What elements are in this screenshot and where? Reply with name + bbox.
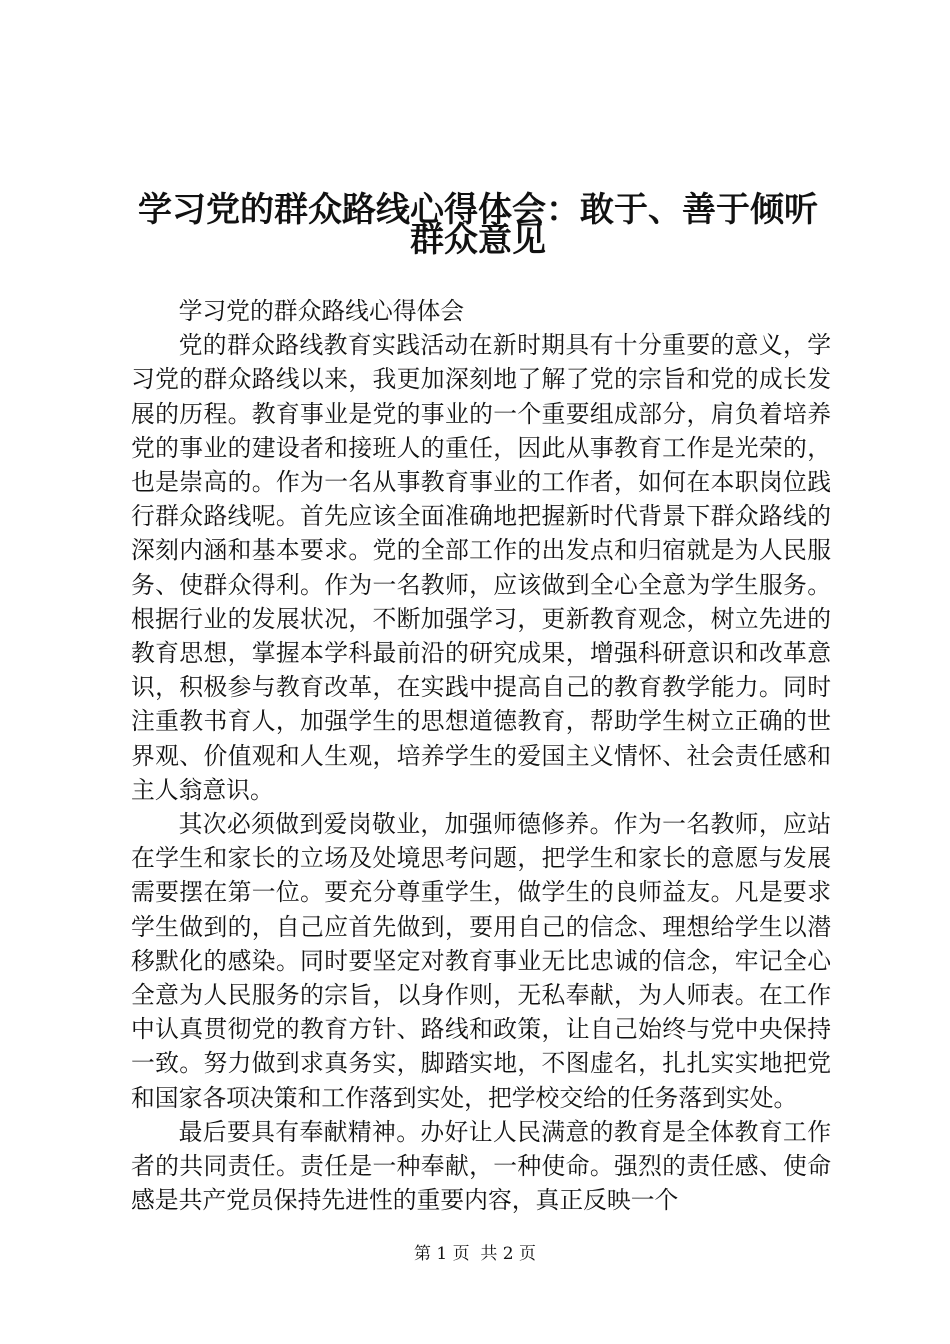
document-title-line-1: 学习党的群众路线心得体会：敢于、善于倾听 (138, 190, 818, 230)
document-title-line-2: 群众意见 (410, 220, 546, 260)
document-subtitle: 学习党的群众路线心得体会 (178, 297, 465, 325)
paragraph-1: 党的群众路线教育实践活动在新时期具有十分重要的意义，学习党的群众路线以来，我更加深刻地了解了党的宗旨和党的成长发展的历程。教育事业是党的事业的一个重要组成部分，肩负着培养党的事业的建设者和接班人的重任，因此从事教育工作是光荣的，也是崇高的。作为一名从事教育事业的工作者，如何在本职岗位践行群众路线呢。首先应该全面准确地把握新时代背景下群众路线的深刻内涵和基本要求。党的全部工作的出发点和归宿就是为人民服务、使群众得利。作为一名教师，应该做到全心全意为学生服务。根据行业的发展状况，不断加强学习，更新教育观念，树立先进的教育思想，掌握本学科最前沿的研究成果，增强科研意识和改革意识，积极参与教育改革，在实践中提高自己的教育教学能力。同时注重教书育人，加强学生的思想道德教育，帮助学生树立正确的世界观、价值观和人生观，培养学生的爱国主义情怀、社会责任感和主人翁意识。 (131, 331, 831, 804)
document-body (131, 294, 831, 1217)
page-number-label: 第 1 页 共 2 页 (413, 1244, 537, 1264)
page-footer (0, 1242, 950, 1266)
paragraph-2: 其次必须做到爱岗敬业，加强师德修养。作为一名教师，应站在学生和家长的立场及处境思考问题，把学生和家长的意愿与发展需要摆在第一位。要充分尊重学生，做学生的良师益友。凡是要求学生做到的，自己应首先做到，要用自己的信念、理想给学生以潜移默化的感染。同时要坚定对教育事业无比忠诚的信念，牢记全心全意为人民服务的宗旨，以身作则，无私奉献，为人师表。在工作中认真贯彻党的教育方针、路线和政策，让自己始终与党中央保持一致。努力做到求真务实，脚踏实地，不图虚名，扎扎实实地把党和国家各项决策和工作落到实处，把学校交给的任务落到实处。 (131, 810, 831, 1112)
paragraph-3: 最后要具有奉献精神。办好让人民满意的教育是全体教育工作者的共同责任。责任是一种奉献，一种使命。强烈的责任感、使命感是共产党员保持先进性的重要内容，真正反映一个 (131, 1117, 831, 1215)
